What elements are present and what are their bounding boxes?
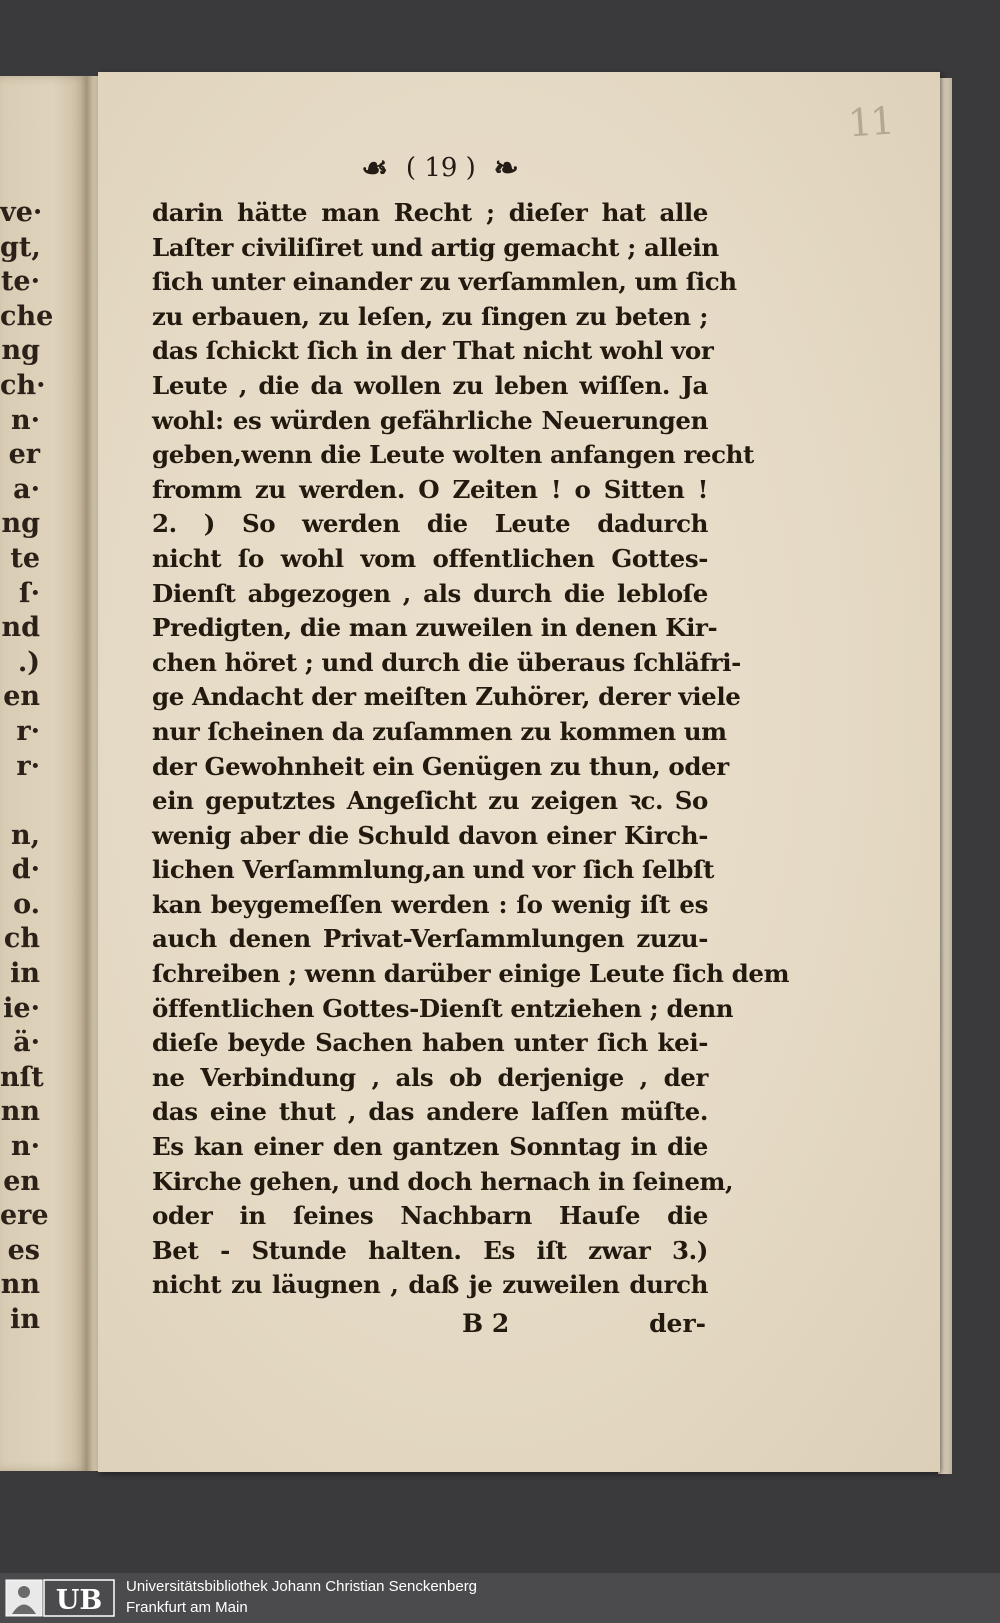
ornament-left-icon: ☙ — [361, 151, 389, 186]
left-fragment: che — [0, 300, 54, 332]
left-fragment: er — [8, 439, 40, 471]
text-line: lichen Verſammlung,an und vor ſich ſelbſt — [152, 855, 715, 885]
text-line: zu erbauen, zu leſen, zu ſingen zu beten ; — [152, 301, 708, 331]
text-line: Kirche gehen, und doch hernach in ſeinem, — [152, 1166, 734, 1196]
ub-logo-text: UB — [55, 1585, 103, 1616]
left-fragment: gt, — [0, 231, 41, 263]
left-fragment: ng — [1, 335, 40, 367]
left-fragment: r· — [16, 750, 40, 782]
text-line: wenig aber die Schuld davon einer Kirch- — [152, 820, 708, 850]
text-line: auch denen Privat-Verſammlungen zuzu- — [152, 924, 708, 954]
left-fragment: en — [3, 681, 40, 713]
text-line: nicht ſo wohl vom offentlichen Gottes- — [152, 543, 708, 573]
text-line: der Gewohnheit ein Genügen zu thun, oder — [152, 751, 729, 781]
library-footer-bar — [0, 1573, 1000, 1623]
text-line: ſchreiben ; wenn darüber einige Leute ſich dem — [152, 959, 790, 989]
text-line: öffentlichen Gottes-Dienſt entziehen ; denn — [152, 993, 734, 1023]
left-fragment: te — [10, 542, 40, 574]
left-fragment: a· — [13, 473, 40, 505]
ornament-right-icon: ❧ — [493, 151, 519, 186]
text-line: Dienſt abgezogen , als durch die lebloſe — [152, 578, 708, 608]
text-line: Es kan einer den gantzen Sonntag in die — [152, 1132, 708, 1162]
text-line: ne Verbindung , als ob derjenige , der — [152, 1062, 708, 1092]
left-fragment: n· — [10, 404, 40, 436]
text-line: das ſchickt ſich in der That nicht wohl vor — [152, 336, 714, 366]
left-fragment: ng — [1, 508, 40, 540]
left-fragment: ſ· — [18, 577, 40, 609]
text-line: nicht zu läugnen , daß je zuweilen durch — [152, 1270, 708, 1300]
printer-signature: B 2 — [462, 1309, 510, 1338]
left-fragment: nſt — [0, 1061, 44, 1093]
text-line: ge Andacht der meiſten Zuhörer, derer viele — [152, 682, 741, 712]
left-fragment: te· — [0, 266, 40, 298]
text-line: Leute , die da wollen zu leben wiſſen. Ja — [152, 370, 708, 400]
left-fragment: es — [7, 1234, 40, 1266]
left-fragment: nn — [0, 1269, 40, 1301]
left-fragment: n, — [10, 819, 40, 851]
left-fragment: r· — [16, 715, 40, 747]
left-fragment: ere — [0, 1200, 49, 1232]
left-fragment — [0, 784, 40, 819]
text-line: geben,wenn die Leute wolten anfangen recht — [152, 440, 754, 470]
text-line: nur ſcheinen da zuſammen zu kommen um — [152, 716, 727, 746]
catchword: der- — [649, 1309, 706, 1338]
text-line: chen höret ; und durch die überaus ſchläfri- — [152, 647, 741, 677]
left-fragment: in — [10, 1304, 40, 1335]
left-fragment: o. — [13, 888, 40, 920]
left-fragment: en — [3, 1165, 40, 1197]
left-fragment: ie· — [3, 992, 40, 1024]
text-line: ein geputztes Angeſicht zu zeigen ꝛc. So — [152, 786, 708, 816]
left-fragment: ch — [3, 923, 40, 955]
left-fragment: ä· — [13, 1027, 40, 1059]
left-fragment: nd — [1, 612, 40, 644]
text-line: oder in ſeines Nachbarn Hauſe die — [152, 1201, 708, 1231]
left-page-text-fragments — [0, 196, 54, 1338]
text-line: ſich unter einander zu verſammlen, um ſich — [152, 267, 737, 297]
page-body-text — [152, 196, 790, 1303]
text-line: das eine thut , das andere laſſen müſte. — [152, 1097, 708, 1127]
pencil-folio-mark: 11 — [846, 98, 894, 146]
library-city: Frankfurt am Main — [126, 1599, 248, 1616]
library-name: Universitätsbibliothek Johann Christian Senckenberg — [126, 1578, 478, 1595]
text-line: Laſter civiliſiret und artig gemacht ; allein — [152, 232, 719, 262]
page-edge — [938, 78, 952, 1474]
left-fragment: nn — [0, 1096, 40, 1128]
left-fragment: ve· — [0, 197, 43, 228]
left-page — [0, 76, 88, 1471]
left-fragment: n· — [10, 1131, 40, 1163]
left-fragment: in — [10, 958, 40, 990]
text-line: Predigten, die man zuweilen in denen Kir- — [152, 613, 718, 643]
text-line: darin hätte man Recht ; dieſer hat alle — [152, 198, 708, 227]
ub-library-logo[interactable] — [4, 1577, 116, 1619]
left-fragment: ch· — [0, 369, 46, 401]
text-line: wohl: es würden gefährliche Neuerungen — [152, 405, 708, 435]
page-footer-line — [152, 1309, 708, 1345]
left-fragment: d· — [11, 854, 40, 886]
text-line: 2. ) So werden die Leute dadurch — [152, 509, 708, 539]
text-line: fromm zu werden. O Zeiten ! o Sitten ! — [152, 474, 708, 504]
text-line: kan beygemeſſen werden : ſo wenig iſt es — [152, 889, 708, 919]
page-number: ( 19 ) — [405, 153, 476, 183]
text-line: Bet - Stunde halten. Es iſt zwar 3.) — [152, 1235, 708, 1265]
left-fragment: .) — [17, 646, 40, 678]
page-header — [330, 150, 550, 190]
text-line: dieſe beyde Sachen haben unter ſich kei- — [152, 1028, 708, 1058]
